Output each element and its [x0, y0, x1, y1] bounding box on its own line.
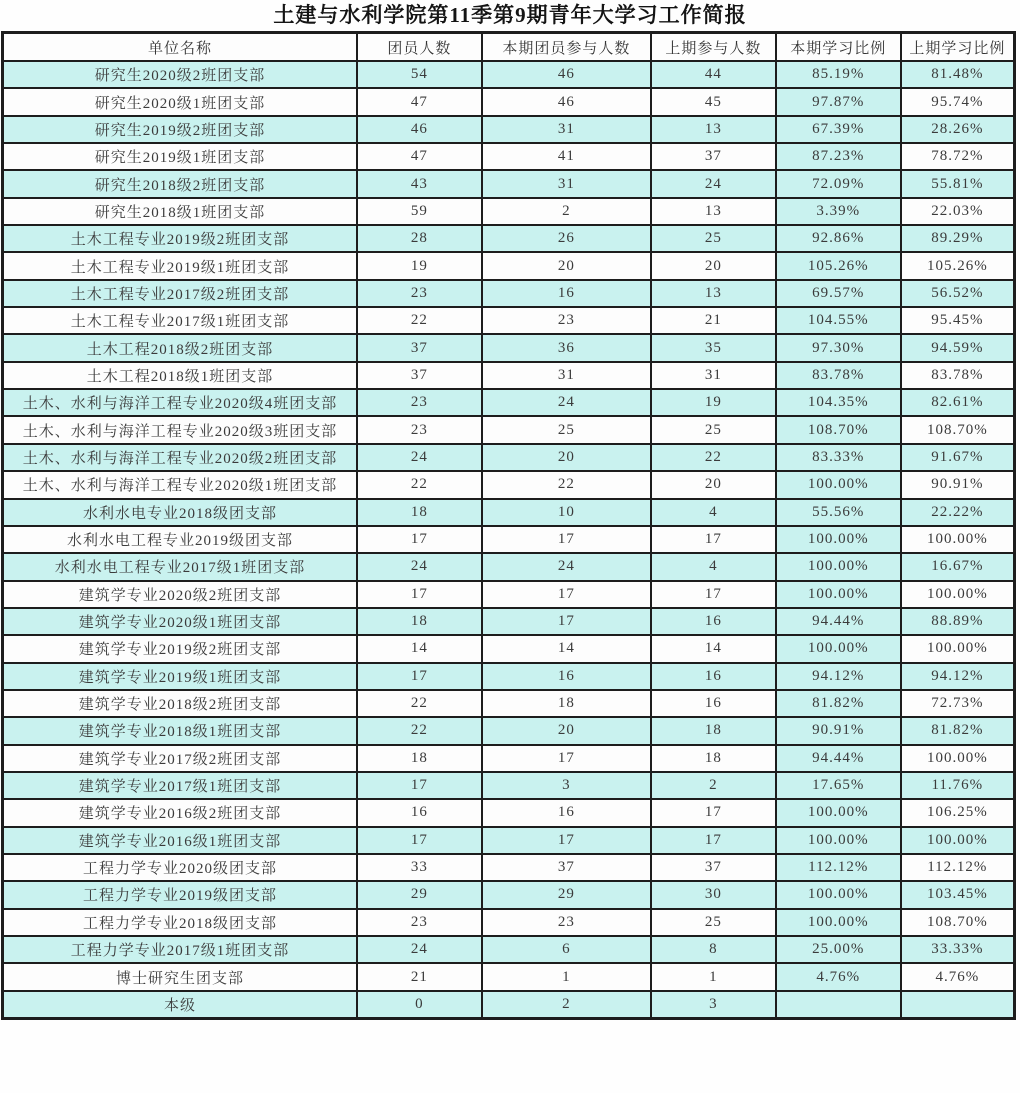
column-header-previous-participants: 上期参与人数	[651, 33, 776, 62]
previous-ratio-cell: 22.03%	[901, 198, 1015, 225]
member-count-cell: 17	[357, 663, 482, 690]
current-ratio-cell: 85.19%	[776, 61, 901, 88]
unit-name-cell: 土木、水利与海洋工程专业2020级4班团支部	[3, 389, 357, 416]
current-ratio-cell: 72.09%	[776, 170, 901, 197]
current-ratio-cell: 104.35%	[776, 389, 901, 416]
table-row	[3, 526, 1015, 553]
previous-participants-cell: 21	[651, 307, 776, 334]
table-row	[3, 88, 1015, 115]
previous-ratio-cell: 94.12%	[901, 663, 1015, 690]
previous-ratio-cell: 103.45%	[901, 881, 1015, 908]
previous-participants-cell: 4	[651, 499, 776, 526]
report-table	[1, 31, 1016, 1020]
member-count-cell: 37	[357, 334, 482, 361]
previous-participants-cell: 13	[651, 116, 776, 143]
member-count-cell: 24	[357, 444, 482, 471]
member-count-cell: 19	[357, 252, 482, 279]
table-row	[3, 143, 1015, 170]
member-count-cell: 54	[357, 61, 482, 88]
current-ratio-cell: 104.55%	[776, 307, 901, 334]
table-body	[3, 61, 1015, 1019]
unit-name-cell: 土木工程专业2017级1班团支部	[3, 307, 357, 334]
previous-ratio-cell: 81.82%	[901, 717, 1015, 744]
unit-name-cell: 建筑学专业2018级1班团支部	[3, 717, 357, 744]
previous-ratio-cell: 90.91%	[901, 471, 1015, 498]
unit-name-cell: 建筑学专业2016级1班团支部	[3, 827, 357, 854]
member-count-cell: 17	[357, 827, 482, 854]
previous-participants-cell: 1	[651, 963, 776, 990]
current-participants-cell: 23	[482, 307, 651, 334]
table-row	[3, 471, 1015, 498]
previous-participants-cell: 20	[651, 471, 776, 498]
previous-participants-cell: 35	[651, 334, 776, 361]
table-row	[3, 307, 1015, 334]
table-row	[3, 745, 1015, 772]
previous-ratio-cell: 95.45%	[901, 307, 1015, 334]
member-count-cell: 23	[357, 389, 482, 416]
table-row	[3, 170, 1015, 197]
previous-ratio-cell: 56.52%	[901, 280, 1015, 307]
table-row	[3, 116, 1015, 143]
table-row	[3, 553, 1015, 580]
current-participants-cell: 1	[482, 963, 651, 990]
current-participants-cell: 14	[482, 635, 651, 662]
current-participants-cell: 20	[482, 444, 651, 471]
previous-participants-cell: 45	[651, 88, 776, 115]
unit-name-cell: 建筑学专业2020级1班团支部	[3, 608, 357, 635]
table-row	[3, 61, 1015, 88]
previous-participants-cell: 25	[651, 416, 776, 443]
current-participants-cell: 31	[482, 116, 651, 143]
table-row	[3, 936, 1015, 963]
current-participants-cell: 37	[482, 854, 651, 881]
unit-name-cell: 土木、水利与海洋工程专业2020级3班团支部	[3, 416, 357, 443]
unit-name-cell: 工程力学专业2019级团支部	[3, 881, 357, 908]
current-ratio-cell: 112.12%	[776, 854, 901, 881]
member-count-cell: 18	[357, 499, 482, 526]
unit-name-cell: 土木、水利与海洋工程专业2020级1班团支部	[3, 471, 357, 498]
current-participants-cell: 23	[482, 909, 651, 936]
previous-participants-cell: 37	[651, 854, 776, 881]
previous-ratio-cell: 91.67%	[901, 444, 1015, 471]
member-count-cell: 24	[357, 553, 482, 580]
previous-participants-cell: 25	[651, 225, 776, 252]
previous-participants-cell: 37	[651, 143, 776, 170]
previous-ratio-cell: 100.00%	[901, 526, 1015, 553]
previous-participants-cell: 13	[651, 280, 776, 307]
page-title: 土建与水利学院第11季第9期青年大学习工作简报	[273, 3, 747, 27]
previous-ratio-cell: 22.22%	[901, 499, 1015, 526]
previous-ratio-cell: 4.76%	[901, 963, 1015, 990]
unit-name-cell: 水利水电工程专业2017级1班团支部	[3, 553, 357, 580]
member-count-cell: 21	[357, 963, 482, 990]
current-ratio-cell: 97.30%	[776, 334, 901, 361]
previous-participants-cell: 17	[651, 827, 776, 854]
unit-name-cell: 建筑学专业2020级2班团支部	[3, 581, 357, 608]
member-count-cell: 0	[357, 991, 482, 1019]
previous-participants-cell: 19	[651, 389, 776, 416]
current-participants-cell: 26	[482, 225, 651, 252]
unit-name-cell: 水利水电工程专业2019级团支部	[3, 526, 357, 553]
current-participants-cell: 46	[482, 88, 651, 115]
current-ratio-cell: 100.00%	[776, 827, 901, 854]
current-participants-cell: 18	[482, 690, 651, 717]
previous-participants-cell: 13	[651, 198, 776, 225]
table-row	[3, 334, 1015, 361]
current-participants-cell: 3	[482, 772, 651, 799]
member-count-cell: 22	[357, 717, 482, 744]
unit-name-cell: 本级	[3, 991, 357, 1019]
current-ratio-cell: 94.44%	[776, 745, 901, 772]
member-count-cell: 23	[357, 416, 482, 443]
previous-participants-cell: 25	[651, 909, 776, 936]
member-count-cell: 24	[357, 936, 482, 963]
previous-ratio-cell: 100.00%	[901, 581, 1015, 608]
table-row	[3, 854, 1015, 881]
current-ratio-cell: 97.87%	[776, 88, 901, 115]
member-count-cell: 43	[357, 170, 482, 197]
current-participants-cell: 16	[482, 799, 651, 826]
unit-name-cell: 工程力学专业2018级团支部	[3, 909, 357, 936]
member-count-cell: 17	[357, 581, 482, 608]
unit-name-cell: 建筑学专业2017级2班团支部	[3, 745, 357, 772]
current-ratio-cell: 67.39%	[776, 116, 901, 143]
current-participants-cell: 25	[482, 416, 651, 443]
member-count-cell: 29	[357, 881, 482, 908]
current-ratio-cell: 83.33%	[776, 444, 901, 471]
previous-participants-cell: 4	[651, 553, 776, 580]
table-row	[3, 198, 1015, 225]
unit-name-cell: 建筑学专业2019级1班团支部	[3, 663, 357, 690]
current-participants-cell: 2	[482, 991, 651, 1019]
current-ratio-cell: 69.57%	[776, 280, 901, 307]
table-row	[3, 963, 1015, 990]
previous-ratio-cell: 89.29%	[901, 225, 1015, 252]
current-participants-cell: 17	[482, 745, 651, 772]
unit-name-cell: 研究生2018级1班团支部	[3, 198, 357, 225]
current-participants-cell: 17	[482, 526, 651, 553]
previous-ratio-cell: 83.78%	[901, 362, 1015, 389]
previous-participants-cell: 3	[651, 991, 776, 1019]
current-ratio-cell: 4.76%	[776, 963, 901, 990]
table-row	[3, 991, 1015, 1019]
previous-ratio-cell: 33.33%	[901, 936, 1015, 963]
current-ratio-cell: 81.82%	[776, 690, 901, 717]
previous-ratio-cell: 88.89%	[901, 608, 1015, 635]
table-row	[3, 909, 1015, 936]
member-count-cell: 22	[357, 471, 482, 498]
previous-ratio-cell: 100.00%	[901, 745, 1015, 772]
previous-participants-cell: 16	[651, 608, 776, 635]
previous-ratio-cell: 81.48%	[901, 61, 1015, 88]
previous-participants-cell: 14	[651, 635, 776, 662]
previous-participants-cell: 17	[651, 799, 776, 826]
member-count-cell: 22	[357, 307, 482, 334]
member-count-cell: 46	[357, 116, 482, 143]
unit-name-cell: 建筑学专业2019级2班团支部	[3, 635, 357, 662]
unit-name-cell: 研究生2020级1班团支部	[3, 88, 357, 115]
previous-participants-cell: 17	[651, 526, 776, 553]
current-ratio-cell: 90.91%	[776, 717, 901, 744]
table-row	[3, 280, 1015, 307]
table-row	[3, 252, 1015, 279]
table-row	[3, 608, 1015, 635]
previous-ratio-cell: 55.81%	[901, 170, 1015, 197]
current-participants-cell: 41	[482, 143, 651, 170]
current-ratio-cell: 100.00%	[776, 909, 901, 936]
previous-participants-cell: 30	[651, 881, 776, 908]
current-ratio-cell: 100.00%	[776, 553, 901, 580]
member-count-cell: 23	[357, 280, 482, 307]
previous-participants-cell: 2	[651, 772, 776, 799]
member-count-cell: 18	[357, 608, 482, 635]
current-participants-cell: 2	[482, 198, 651, 225]
previous-participants-cell: 17	[651, 581, 776, 608]
previous-ratio-cell: 16.67%	[901, 553, 1015, 580]
table-row	[3, 881, 1015, 908]
member-count-cell: 28	[357, 225, 482, 252]
previous-ratio-cell: 72.73%	[901, 690, 1015, 717]
table-row	[3, 717, 1015, 744]
current-participants-cell: 10	[482, 499, 651, 526]
current-participants-cell: 17	[482, 827, 651, 854]
member-count-cell: 17	[357, 526, 482, 553]
header-row	[3, 33, 1015, 62]
previous-participants-cell: 18	[651, 717, 776, 744]
previous-participants-cell: 8	[651, 936, 776, 963]
current-ratio-cell: 87.23%	[776, 143, 901, 170]
previous-ratio-cell: 28.26%	[901, 116, 1015, 143]
unit-name-cell: 土木工程2018级1班团支部	[3, 362, 357, 389]
column-header-current-participants: 本期团员参与人数	[482, 33, 651, 62]
current-participants-cell: 24	[482, 553, 651, 580]
previous-ratio-cell: 106.25%	[901, 799, 1015, 826]
unit-name-cell: 博士研究生团支部	[3, 963, 357, 990]
table-row	[3, 499, 1015, 526]
unit-name-cell: 建筑学专业2017级1班团支部	[3, 772, 357, 799]
column-header-member-count: 团员人数	[357, 33, 482, 62]
member-count-cell: 17	[357, 772, 482, 799]
current-participants-cell: 31	[482, 362, 651, 389]
previous-ratio-cell: 108.70%	[901, 416, 1015, 443]
previous-ratio-cell: 11.76%	[901, 772, 1015, 799]
table-row	[3, 663, 1015, 690]
current-ratio-cell: 94.44%	[776, 608, 901, 635]
previous-ratio-cell: 100.00%	[901, 827, 1015, 854]
previous-participants-cell: 20	[651, 252, 776, 279]
column-header-previous-ratio: 上期学习比例	[901, 33, 1015, 62]
current-ratio-cell: 100.00%	[776, 881, 901, 908]
previous-participants-cell: 16	[651, 663, 776, 690]
table-row	[3, 225, 1015, 252]
previous-ratio-cell: 108.70%	[901, 909, 1015, 936]
unit-name-cell: 建筑学专业2016级2班团支部	[3, 799, 357, 826]
current-participants-cell: 16	[482, 280, 651, 307]
previous-ratio-cell: 100.00%	[901, 635, 1015, 662]
table-row	[3, 690, 1015, 717]
current-ratio-cell: 108.70%	[776, 416, 901, 443]
current-ratio-cell: 100.00%	[776, 799, 901, 826]
member-count-cell: 18	[357, 745, 482, 772]
previous-ratio-cell: 95.74%	[901, 88, 1015, 115]
current-participants-cell: 6	[482, 936, 651, 963]
current-ratio-cell: 83.78%	[776, 362, 901, 389]
table-row	[3, 799, 1015, 826]
table-row	[3, 362, 1015, 389]
member-count-cell: 47	[357, 143, 482, 170]
member-count-cell: 16	[357, 799, 482, 826]
current-participants-cell: 22	[482, 471, 651, 498]
member-count-cell: 22	[357, 690, 482, 717]
current-participants-cell: 20	[482, 717, 651, 744]
current-ratio-cell: 25.00%	[776, 936, 901, 963]
unit-name-cell: 研究生2019级1班团支部	[3, 143, 357, 170]
unit-name-cell: 研究生2020级2班团支部	[3, 61, 357, 88]
member-count-cell: 23	[357, 909, 482, 936]
current-participants-cell: 31	[482, 170, 651, 197]
table-row	[3, 389, 1015, 416]
current-ratio-cell: 17.65%	[776, 772, 901, 799]
previous-ratio-cell: 105.26%	[901, 252, 1015, 279]
current-participants-cell: 24	[482, 389, 651, 416]
current-ratio-cell: 55.56%	[776, 499, 901, 526]
column-header-current-ratio: 本期学习比例	[776, 33, 901, 62]
previous-participants-cell: 18	[651, 745, 776, 772]
member-count-cell: 37	[357, 362, 482, 389]
current-ratio-cell: 100.00%	[776, 581, 901, 608]
unit-name-cell: 水利水电专业2018级团支部	[3, 499, 357, 526]
table-row	[3, 772, 1015, 799]
member-count-cell: 47	[357, 88, 482, 115]
current-ratio-cell: 105.26%	[776, 252, 901, 279]
current-ratio-cell: 100.00%	[776, 471, 901, 498]
current-participants-cell: 29	[482, 881, 651, 908]
table-row	[3, 416, 1015, 443]
member-count-cell: 33	[357, 854, 482, 881]
unit-name-cell: 工程力学专业2017级1班团支部	[3, 936, 357, 963]
previous-participants-cell: 44	[651, 61, 776, 88]
unit-name-cell: 建筑学专业2018级2班团支部	[3, 690, 357, 717]
unit-name-cell: 土木工程2018级2班团支部	[3, 334, 357, 361]
member-count-cell: 59	[357, 198, 482, 225]
unit-name-cell: 土木工程专业2019级2班团支部	[3, 225, 357, 252]
previous-ratio-cell: 94.59%	[901, 334, 1015, 361]
unit-name-cell: 研究生2019级2班团支部	[3, 116, 357, 143]
current-participants-cell: 16	[482, 663, 651, 690]
table-row	[3, 581, 1015, 608]
previous-ratio-cell: 82.61%	[901, 389, 1015, 416]
unit-name-cell: 工程力学专业2020级团支部	[3, 854, 357, 881]
unit-name-cell: 土木、水利与海洋工程专业2020级2班团支部	[3, 444, 357, 471]
current-participants-cell: 20	[482, 252, 651, 279]
table-row	[3, 444, 1015, 471]
current-participants-cell: 17	[482, 608, 651, 635]
previous-ratio-cell: 112.12%	[901, 854, 1015, 881]
previous-participants-cell: 31	[651, 362, 776, 389]
unit-name-cell: 研究生2018级2班团支部	[3, 170, 357, 197]
previous-ratio-cell: 78.72%	[901, 143, 1015, 170]
current-participants-cell: 17	[482, 581, 651, 608]
previous-participants-cell: 16	[651, 690, 776, 717]
current-participants-cell: 46	[482, 61, 651, 88]
column-header-unit-name: 单位名称	[3, 33, 357, 62]
table-row	[3, 827, 1015, 854]
current-participants-cell: 36	[482, 334, 651, 361]
unit-name-cell: 土木工程专业2017级2班团支部	[3, 280, 357, 307]
current-ratio-cell: 100.00%	[776, 635, 901, 662]
table-row	[3, 635, 1015, 662]
current-ratio-cell: 94.12%	[776, 663, 901, 690]
previous-participants-cell: 22	[651, 444, 776, 471]
current-ratio-cell: 100.00%	[776, 526, 901, 553]
member-count-cell: 14	[357, 635, 482, 662]
unit-name-cell: 土木工程专业2019级1班团支部	[3, 252, 357, 279]
previous-ratio-cell	[901, 991, 1015, 1019]
previous-participants-cell: 24	[651, 170, 776, 197]
current-ratio-cell	[776, 991, 901, 1019]
current-ratio-cell: 92.86%	[776, 225, 901, 252]
current-ratio-cell: 3.39%	[776, 198, 901, 225]
